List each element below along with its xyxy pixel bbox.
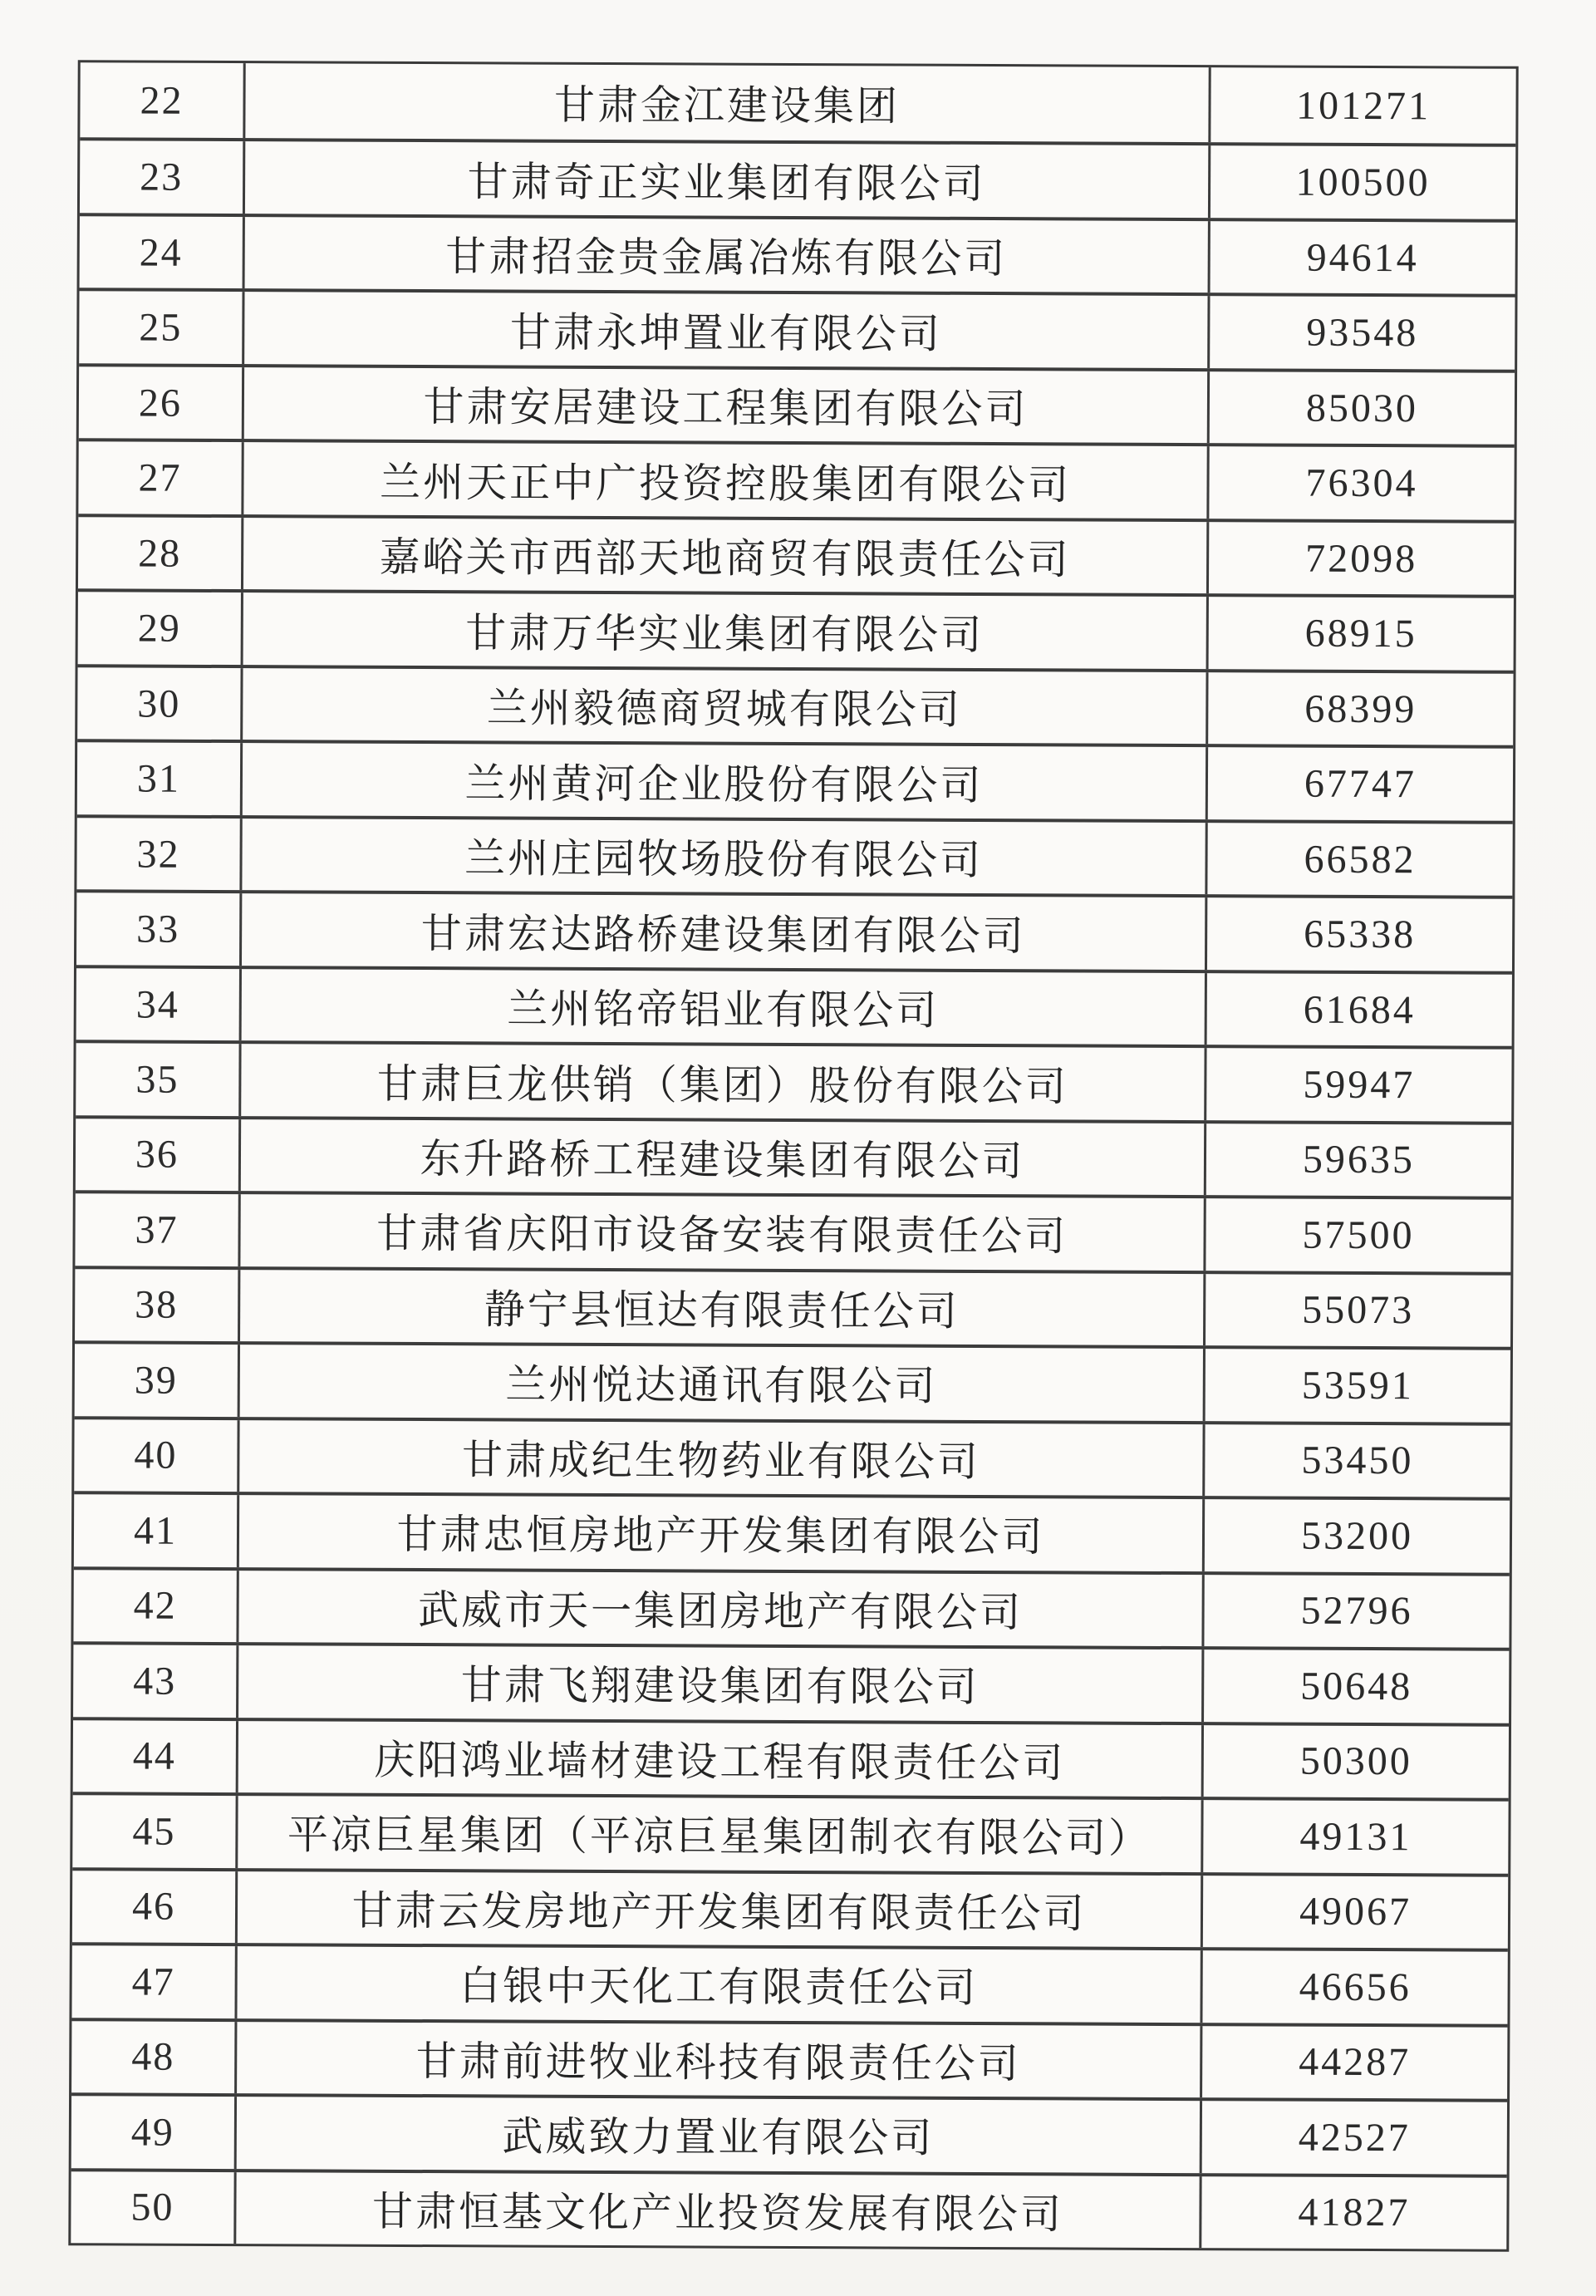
table-row <box>78 439 1514 520</box>
company-name-cell: 甘肃奇正实业集团有限公司 <box>243 142 1208 219</box>
value-cell: 53450 <box>1202 1424 1510 1497</box>
value-cell: 68915 <box>1206 597 1514 671</box>
table-row <box>78 589 1514 671</box>
value-cell: 65338 <box>1205 897 1512 971</box>
value-cell: 94614 <box>1208 221 1515 294</box>
table-row <box>75 1340 1510 1422</box>
rank-cell: 27 <box>138 455 182 500</box>
rank-cell: 26 <box>138 381 183 425</box>
rank-cell: 48 <box>131 2034 175 2080</box>
rank-cell: 36 <box>135 1133 179 1177</box>
value-cell: 53591 <box>1203 1349 1510 1422</box>
company-name-cell: 庆阳鸿业墙材建设工程有限责任公司 <box>236 1721 1201 1797</box>
rank-cell: 30 <box>137 681 181 726</box>
table-row <box>71 2168 1506 2249</box>
rank-cell: 28 <box>138 531 182 576</box>
rank-cell: 33 <box>136 907 180 951</box>
company-name-cell: 甘肃省庆阳市设备安装有限责任公司 <box>238 1194 1203 1271</box>
rank-cell: 24 <box>139 230 183 275</box>
company-name-cell: 甘肃巨龙供销（集团）股份有限公司 <box>238 1044 1204 1120</box>
company-name-cell: 嘉峪关市西部天地商贸有限责任公司 <box>241 518 1206 594</box>
rank-cell: 49 <box>130 2110 174 2155</box>
company-name-cell: 兰州毅德商贸城有限公司 <box>240 668 1206 745</box>
table-row <box>71 2018 1507 2099</box>
table-row <box>76 814 1512 896</box>
company-name-cell: 兰州铭帝铝业有限公司 <box>239 969 1205 1045</box>
company-name-cell: 兰州庄园牧场股份有限公司 <box>239 819 1205 895</box>
value-cell: 50300 <box>1201 1725 1509 1798</box>
value-cell: 100500 <box>1208 146 1515 219</box>
value-cell: 66582 <box>1205 823 1512 896</box>
rank-cell: 32 <box>136 832 180 877</box>
rank-cell: 40 <box>134 1433 178 1478</box>
company-name-cell: 甘肃恒基文化产业投资发展有限公司 <box>233 2172 1199 2249</box>
rank-cell: 29 <box>137 606 181 651</box>
company-name-cell: 甘肃忠恒房地产开发集团有限公司 <box>237 1495 1202 1571</box>
value-cell: 53200 <box>1202 1499 1510 1572</box>
rank-cell: 37 <box>135 1207 179 1252</box>
table-row <box>71 2092 1507 2174</box>
table-row <box>73 1641 1509 1723</box>
rank-cell: 43 <box>133 1659 177 1704</box>
rank-cell: 38 <box>135 1282 179 1328</box>
company-name-cell: 甘肃招金贵金属冶炼有限公司 <box>243 217 1208 293</box>
table-row <box>79 363 1515 445</box>
company-name-cell: 甘肃金江建设集团 <box>243 63 1208 143</box>
value-cell: 49131 <box>1201 1800 1508 1873</box>
rank-cell: 44 <box>132 1733 176 1779</box>
company-name-cell: 甘肃万华实业集团有限公司 <box>241 592 1206 669</box>
table-row <box>76 890 1512 971</box>
table-row <box>74 1491 1510 1572</box>
value-cell: 55073 <box>1203 1274 1510 1347</box>
company-name-cell: 兰州天正中广投资控股集团有限公司 <box>241 442 1206 519</box>
rank-cell: 47 <box>131 1959 175 2004</box>
rank-cell: 25 <box>139 305 183 350</box>
table-row <box>76 1115 1511 1197</box>
table-row <box>80 138 1515 219</box>
value-cell: 61684 <box>1205 973 1512 1046</box>
company-name-cell: 武威市天一集团房地产有限公司 <box>236 1571 1201 1647</box>
rank-cell: 35 <box>135 1057 179 1102</box>
company-name-cell: 兰州悦达通讯有限公司 <box>238 1345 1203 1421</box>
table-row <box>77 740 1513 821</box>
company-name-cell: 甘肃永坤置业有限公司 <box>242 293 1207 369</box>
value-cell: 50648 <box>1201 1649 1509 1723</box>
company-name-cell: 甘肃前进牧业科技有限责任公司 <box>234 2022 1200 2098</box>
table-row <box>80 62 1515 144</box>
table-row <box>75 1190 1510 1271</box>
value-cell: 46656 <box>1200 1950 1507 2023</box>
table-row <box>78 514 1514 595</box>
table-row <box>75 1266 1510 1347</box>
table-row <box>76 965 1512 1046</box>
table-row <box>71 1942 1507 2023</box>
table-row <box>76 1040 1511 1121</box>
value-cell: 67747 <box>1206 748 1513 821</box>
company-name-cell: 武威致力置业有限公司 <box>234 2097 1200 2173</box>
rank-cell: 23 <box>140 155 184 199</box>
company-name-cell: 甘肃飞翔建设集团有限公司 <box>236 1645 1201 1722</box>
value-cell: 42527 <box>1200 2101 1507 2174</box>
value-cell: 101271 <box>1208 67 1515 144</box>
ranking-table <box>68 60 1518 2252</box>
value-cell: 93548 <box>1207 297 1515 370</box>
company-name-cell: 东升路桥工程建设集团有限公司 <box>238 1119 1204 1196</box>
company-name-cell: 兰州黄河企业股份有限公司 <box>240 743 1206 819</box>
rank-cell: 41 <box>133 1508 178 1553</box>
rank-cell: 31 <box>136 756 181 801</box>
value-cell: 72098 <box>1206 522 1514 595</box>
value-cell: 44287 <box>1200 2026 1507 2099</box>
value-cell: 57500 <box>1203 1198 1510 1271</box>
rank-cell: 46 <box>131 1884 176 1930</box>
value-cell: 59635 <box>1204 1123 1511 1197</box>
table-row <box>79 288 1515 370</box>
company-name-cell: 平凉巨星集团（平凉巨星集团制衣有限公司） <box>235 1796 1201 1872</box>
value-cell: 49067 <box>1201 1876 1508 1949</box>
rank-cell: 42 <box>133 1583 177 1629</box>
table-row <box>73 1717 1509 1798</box>
table-row <box>72 1792 1508 1873</box>
rank-cell: 39 <box>134 1358 178 1403</box>
value-cell: 41827 <box>1199 2176 1506 2249</box>
company-name-cell: 甘肃云发房地产开发集团有限责任公司 <box>235 1871 1201 1948</box>
company-name-cell: 甘肃宏达路桥建设集团有限公司 <box>239 893 1205 970</box>
rank-cell: 45 <box>132 1809 176 1854</box>
company-name-cell: 白银中天化工有限责任公司 <box>234 1946 1200 2023</box>
table-row <box>74 1416 1510 1497</box>
value-cell: 85030 <box>1207 371 1515 445</box>
rank-cell: 34 <box>135 982 179 1027</box>
value-cell: 76304 <box>1206 447 1514 520</box>
value-cell: 68399 <box>1206 672 1513 745</box>
table-row <box>80 213 1515 294</box>
company-name-cell: 静宁县恒达有限责任公司 <box>238 1270 1203 1346</box>
value-cell: 52796 <box>1201 1575 1509 1648</box>
value-cell: 59947 <box>1204 1048 1511 1121</box>
company-name-cell: 甘肃成纪生物药业有限公司 <box>237 1420 1202 1497</box>
rank-cell: 22 <box>140 78 184 123</box>
rank-cell: 50 <box>130 2185 174 2230</box>
table-row <box>77 664 1513 745</box>
table-row <box>72 1867 1508 1949</box>
table-row <box>73 1566 1509 1648</box>
company-name-cell: 甘肃安居建设工程集团有限公司 <box>242 367 1207 444</box>
